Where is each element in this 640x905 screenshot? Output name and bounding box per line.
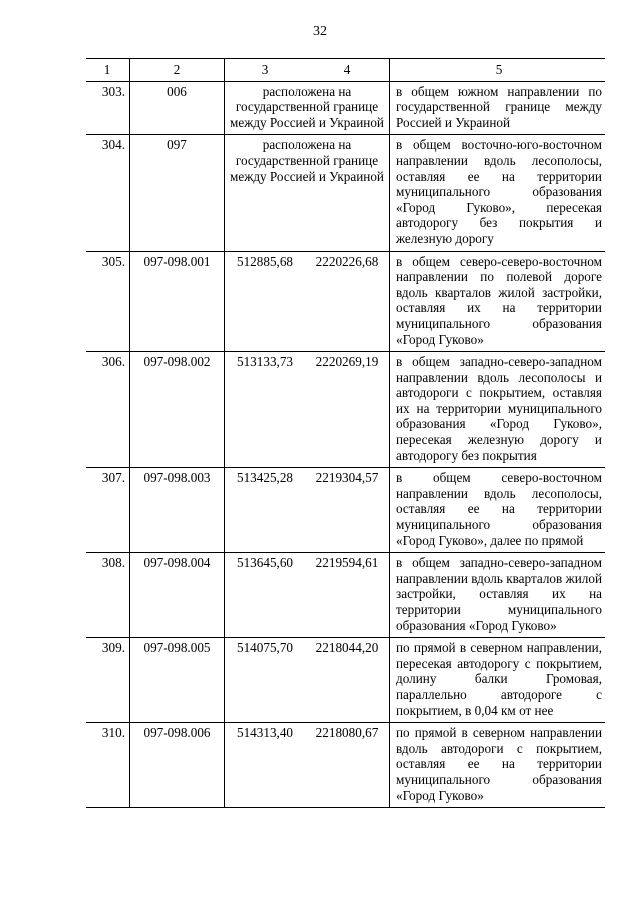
coordinate-x: 513133,73 — [225, 352, 306, 468]
point-id: 097-098.005 — [130, 638, 225, 723]
coordinate-y: 2219304,57 — [315, 470, 379, 486]
row-number: 305. — [101, 253, 125, 269]
coordinate-y: 2219594,61 — [315, 555, 379, 571]
point-id: 006 — [130, 81, 225, 135]
table-row — [86, 352, 605, 468]
boundary-description: в общем северо-восточном направлении вдоль лесополосы, оставляя ее на территории муниципального образования «Город Гуково», далее по прямой — [390, 468, 606, 553]
boundary-description: по прямой в северном направлении вдоль автодороги с покрытием, оставляя ее на территории муниципального образования «Город Гуково» — [390, 723, 606, 808]
point-id: 097-098.006 — [130, 723, 225, 808]
table-row — [86, 723, 605, 808]
point-id: 097 — [130, 135, 225, 251]
coordinate-y: 2218080,67 — [315, 725, 379, 741]
row-number: 307. — [101, 470, 125, 486]
table-row — [86, 638, 605, 723]
coordinate-x: 513645,60 — [225, 553, 306, 638]
table-row — [86, 135, 605, 251]
boundary-description: в общем восточно-юго-восточном направлении вдоль лесополосы, оставляя ее на территории муниципального образования «Город Гуково», пересекая автодорогу без покрытия и железную дорогу — [390, 135, 606, 251]
boundary-description: по прямой в северном направлении, пересекая автодорогу с покрытием, долину балки Громовая, параллельно автодороге с покрытием, в 0,04 км от нее — [390, 638, 606, 723]
row-number: 308. — [101, 555, 125, 571]
table-row — [86, 553, 605, 638]
table-row — [86, 251, 605, 352]
column-header: 3 — [225, 59, 306, 82]
column-header: 4 — [305, 59, 390, 82]
row-number: 309. — [101, 640, 125, 656]
row-number: 304. — [101, 137, 125, 153]
boundary-table — [86, 58, 605, 808]
row-number: 306. — [101, 354, 125, 370]
point-location: расположена на государственной границе между Россией и Украиной — [225, 135, 390, 251]
point-id: 097-098.004 — [130, 553, 225, 638]
coordinate-x: 514313,40 — [225, 723, 306, 808]
boundary-description: в общем западно-северо-западном направлении вдоль кварталов жилой застройки, оставляя их на территории муниципального образования «Город Гуково» — [390, 553, 606, 638]
row-number: 303. — [101, 83, 125, 99]
boundary-description: в общем северо-северо-восточном направлении по полевой дороге вдоль кварталов жилой застройки, оставляя их на территории муниципального образования «Город Гуково» — [390, 251, 606, 352]
boundary-description: в общем южном направлении по государственной границе между Россией и Украиной — [390, 81, 606, 135]
point-location: расположена на государственной границе между Россией и Украиной — [225, 81, 390, 135]
boundary-description: в общем западно-северо-западном направлении вдоль лесополосы и автодороги с покрытием, оставляя их на территории муниципального образования «Город Гуково», пересекая железную дорогу и автодорогу без покрытия — [390, 352, 606, 468]
page-number: 32 — [313, 24, 327, 39]
table-row — [86, 81, 605, 135]
coordinate-x: 514075,70 — [225, 638, 306, 723]
table-header-row — [86, 59, 605, 82]
point-id: 097-098.002 — [130, 352, 225, 468]
column-header: 2 — [130, 59, 225, 82]
point-id: 097-098.001 — [130, 251, 225, 352]
column-header: 5 — [390, 59, 606, 82]
row-number: 310. — [101, 725, 125, 741]
column-header: 1 — [86, 59, 130, 82]
coordinate-x: 513425,28 — [225, 468, 306, 553]
coordinate-y: 2218044,20 — [315, 640, 379, 656]
point-id: 097-098.003 — [130, 468, 225, 553]
coordinate-y: 2220269,19 — [315, 354, 379, 370]
table-row — [86, 468, 605, 553]
coordinate-y: 2220226,68 — [315, 253, 379, 269]
coordinate-x: 512885,68 — [225, 251, 306, 352]
